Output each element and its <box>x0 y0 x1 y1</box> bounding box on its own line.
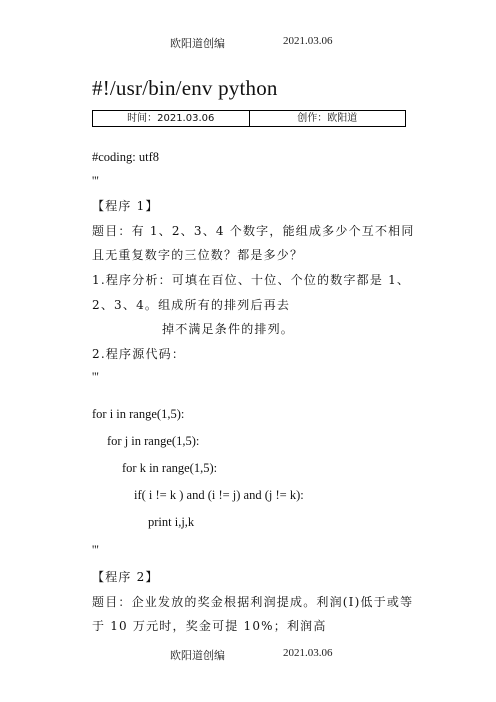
prog1-analysis-line1: 1.程序分析：可填在百位、十位、个位的数字都是 1、 <box>92 273 411 287</box>
code-line-4: if( i != k ) and (i != j) and (j != k): <box>134 488 304 502</box>
coding-line: #coding: utf8 <box>92 150 160 164</box>
prog1-question-line1: 题目：有 1、2、3、4 个数字，能组成多少个互不相同 <box>92 224 415 238</box>
prog2-question-line2: 于 10 万元时，奖金可提 10%；利润高 <box>92 619 327 633</box>
prog1-analysis-line2: 2、3、4。组成所有的排列后再去 <box>92 298 291 312</box>
code-line-5: print i,j,k <box>148 515 195 529</box>
code-line-3: for k in range(1,5): <box>122 461 218 475</box>
header-date: 2021.03.06 <box>283 35 333 47</box>
prog1-heading: 【程序 1】 <box>92 199 159 213</box>
meta-table <box>92 110 406 127</box>
footer-date: 2021.03.06 <box>283 647 333 659</box>
docstring-mid: ''' <box>92 370 99 384</box>
footer-author: 欧阳道创编 <box>170 650 225 662</box>
meta-creator: 创作：欧阳道 <box>249 111 406 126</box>
prog1-question-line2: 且无重复数字的三位数？都是多少？ <box>92 248 304 262</box>
prog2-question-line1: 题目：企业发放的奖金根据利润提成。利润(I)低于或等 <box>92 595 414 609</box>
code-line-2: for j in range(1,5): <box>107 434 200 448</box>
code-line-1: for i in range(1,5): <box>92 407 185 421</box>
prog1-source-label: 2.程序源代码： <box>92 347 186 361</box>
docstring-open: ''' <box>92 174 99 188</box>
docstring-close: ''' <box>92 543 99 557</box>
prog1-analysis-line3: 掉不满足条件的排列。 <box>162 322 295 336</box>
prog2-heading: 【程序 2】 <box>92 570 159 584</box>
page-title: #!/usr/bin/env python <box>92 76 278 100</box>
meta-time: 时间：2021.03.06 <box>127 113 215 124</box>
header-author: 欧阳道创编 <box>170 38 225 50</box>
